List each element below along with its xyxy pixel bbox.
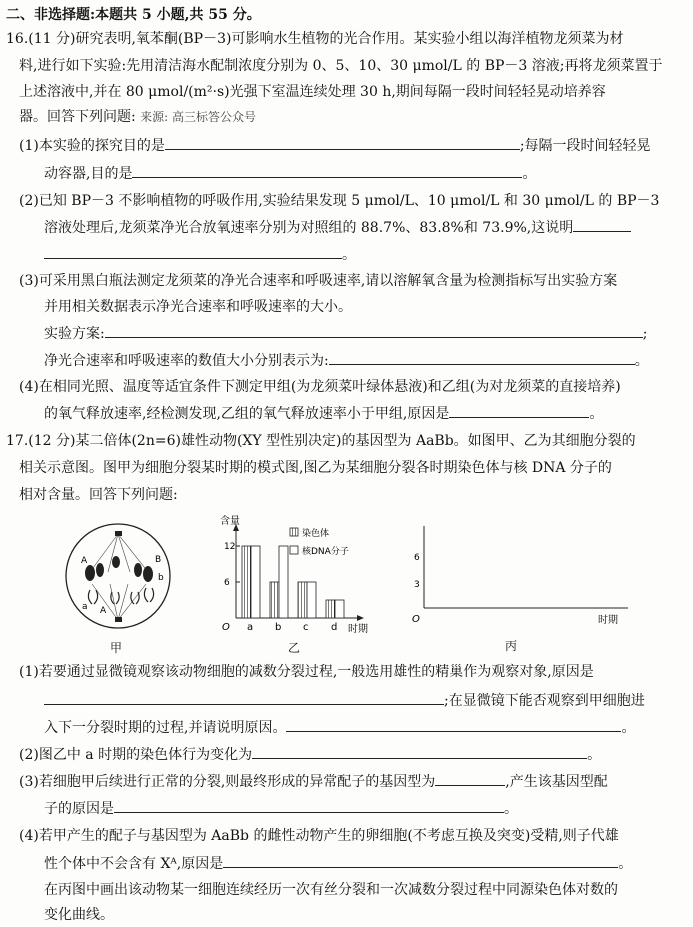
q17-p4-line-2: 性个体中不会含有 Xᴬ,原因是 。 (44, 853, 632, 874)
q16-p2-prompt: 溶液处理后,龙须菜净光合放氧速率分别为对照组的 88.7%、83.8%和 73.9%,这说明 (44, 220, 574, 236)
q17-p3-line-1 (19, 771, 608, 792)
q17-stem-line-3: 相对含量。回答下列问题: (19, 487, 178, 503)
q16-p3-rates: 净光合速率和呼吸速率的数值大小分别表示为: (44, 353, 329, 369)
q17-p3-line-2: 子的原因是 。 (44, 798, 518, 819)
gene-label-B: B (155, 555, 162, 565)
q16-p3-line-3: 实验方案: ; (44, 323, 647, 344)
bing-x-axis-label: 时期 (598, 615, 618, 624)
answer-blank[interactable] (449, 403, 589, 418)
bing-ytick-6: 6 (414, 553, 420, 563)
q17-p2-line: (2)图乙中 a 时期的染色体行为变化为 。 (19, 744, 601, 765)
gene-label-a: a (82, 602, 88, 612)
q16-p1-line-1 (19, 135, 651, 156)
answer-blank[interactable] (286, 717, 621, 732)
q17-stem-line-2: 相关示意图。图甲为细胞分裂某时期的模式图,图乙为某细胞分裂各时期染色体与核 DNA 分子的 (19, 460, 612, 476)
legend-swatch-chromosome (290, 528, 298, 536)
answer-blank[interactable] (329, 350, 635, 365)
q16-p4-prompt: 的氧气释放速率,经检测发现,乙组的氧气释放速率小于甲组,原因是 (44, 406, 450, 422)
q16-p3-line-1: (3)可采用黑白瓶法测定龙须菜的净光合速率和呼吸速率,请以溶解氧含量为检测指标写出实验方案 (19, 273, 618, 289)
category-label-c: c (303, 622, 309, 633)
y-tick-label: 6 (224, 578, 230, 588)
chart-origin: O (222, 622, 230, 633)
bar-b-chromosome (270, 582, 279, 618)
bing-ytick-3: 3 (414, 580, 420, 590)
q16-p2-line-3: 。 (44, 244, 356, 265)
answer-blank[interactable] (44, 690, 444, 705)
figure-jia (60, 520, 180, 650)
category-label-b: b (275, 622, 282, 633)
answer-blank[interactable] (435, 771, 505, 786)
q17-stem-line-1: 17.(12 分)某二倍体(2n=6)雄性动物(XY 型性别决定)的基因型为 AaBb。如图甲、乙为其细胞分裂的 (6, 433, 636, 449)
gene-label-A: A (81, 556, 88, 566)
bar-b-dna (279, 546, 288, 618)
q17-p3-prompt-b: ,产生该基因型配 (505, 774, 608, 790)
answer-blank[interactable] (114, 798, 504, 813)
answer-blank[interactable] (223, 853, 618, 868)
figure-yi-chart (220, 514, 380, 634)
q17-p5-line-1: 在丙图中画出该动物某一细胞连续经历一次有丝分裂和一次减数分裂过程中同源染色体对数的 (44, 882, 618, 898)
answer-blank[interactable] (252, 744, 587, 759)
q17-p1-line-2 (44, 690, 645, 711)
answer-blank[interactable] (573, 217, 631, 232)
q17-p3-prompt-c: 子的原因是 (44, 801, 114, 817)
bar-a-dna (251, 546, 260, 618)
q16-stem-line-1: 16.(11 分)研究表明,氧苯酮(BP－3)可影响水生植物的光合作用。某实验小组以海洋植物龙须菜为材 (6, 31, 624, 47)
legend-chromosome: 染色体 (302, 529, 330, 539)
q17-p1-line-1: (1)若要通过显微镜观察该动物细胞的减数分裂过程,一般选用雄性的精巢作为观察对象,原因是 (19, 664, 594, 680)
figure-bing-caption: 丙 (505, 639, 518, 653)
bar-c-dna (307, 582, 316, 618)
q17-p4-prompt: 性个体中不会含有 Xᴬ,原因是 (44, 856, 224, 872)
answer-blank[interactable] (132, 163, 522, 178)
section-title: 二、非选择题:本题共 5 小题,共 55 分。 (6, 7, 261, 23)
bar-d-chromosome (326, 600, 335, 618)
q16-p2-line-2 (44, 217, 631, 238)
q17-p4-line-1: (4)若甲产生的配子与基因型为 AaBb 的雌性动物产生的卵细胞(不考虑互换及突变)受精,则子代雄 (19, 828, 619, 844)
q16-p3-line-4: 净光合速率和呼吸速率的数值大小分别表示为: 。 (44, 350, 649, 371)
bar-a-chromosome (242, 546, 251, 618)
gene-label-A2: A (100, 606, 107, 616)
y-tick-label: 12 (224, 542, 236, 552)
q16-p4-line-2: 的氧气释放速率,经检测发现,乙组的氧气释放速率小于甲组,原因是 。 (44, 403, 603, 424)
q17-p3-prompt: (3)若细胞甲后续进行正常的分裂,则最终形成的异常配子的基因型为 (19, 774, 436, 790)
source-note: 来源: 高三标答公众号 (140, 110, 257, 124)
q16-p4-line-1: (4)在相同光照、温度等适宜条件下测定甲组(为龙须菜叶绿体悬液)和乙组(为对龙须菜的直接培养) (19, 379, 621, 395)
gene-label-b: b (158, 573, 164, 583)
q16-stem-line-3: 上述溶液中,并在 80 μmol/(m²·s)光强下室温连续处理 30 h,期间每隔一段时间轻轻晃动培养容 (19, 84, 606, 100)
q16-p2-line-1: (2)已知 BP－3 不影响植物的呼吸作用,实验结果发现 5 μmol/L、10 μmol/L 和 30 μmol/L 的 BP－3 (19, 193, 660, 209)
answer-blank[interactable] (165, 135, 520, 150)
q16-p3-line-2: 并用相关数据表示净光合速率和呼吸速率的大小。 (44, 299, 352, 315)
q17-p2-prompt: (2)图乙中 a 时期的染色体行为变化为 (19, 747, 253, 763)
answer-blank[interactable] (44, 244, 342, 259)
q16-p1-line-2: 动容器,目的是 。 (44, 163, 536, 184)
q16-stem-end: 器。回答下列问题: (19, 109, 136, 125)
q16-p1-prompt-c: 动容器,目的是 (44, 166, 133, 182)
q16-stem-line-2: 料,进行如下实验:先用清洁海水配制浓度分别为 0、5、10、30 μmol/L 的 BP－3 溶液;再将龙须菜置于 (19, 58, 663, 74)
q17-p1-prompt-c: 入下一分裂时期的过程,并请说明原因。 (44, 720, 287, 736)
legend-dna: 核DNA分子 (302, 547, 349, 557)
figure-jia-caption: 甲 (110, 641, 123, 655)
category-label-a: a (247, 622, 254, 633)
legend-swatch-dna (290, 546, 298, 554)
bar-c-chromosome (298, 582, 307, 618)
x-axis-label: 时期 (348, 624, 368, 634)
q16-stem-line-4 (19, 107, 256, 127)
figure-yi-caption: 乙 (288, 641, 301, 655)
q16-p1-prompt: (1)本实验的探究目的是 (19, 138, 165, 154)
figure-bing-axes (408, 524, 638, 624)
q17-p5-line-2: 变化曲线。 (44, 907, 114, 923)
bar-d-dna (335, 600, 344, 618)
category-label-d: d (331, 622, 338, 633)
q16-p1-prompt-b: ;每隔一段时间轻轻晃 (519, 138, 651, 154)
q16-p3-plan: 实验方案: (44, 326, 105, 342)
q17-p1-line-3: 入下一分裂时期的过程,并请说明原因。 。 (44, 717, 635, 738)
y-axis-label: 含量 (220, 516, 240, 527)
answer-blank[interactable] (105, 323, 643, 338)
q17-p1-prompt-b: ;在显微镜下能否观察到甲细胞进 (444, 693, 645, 709)
bing-origin: O (412, 614, 420, 624)
